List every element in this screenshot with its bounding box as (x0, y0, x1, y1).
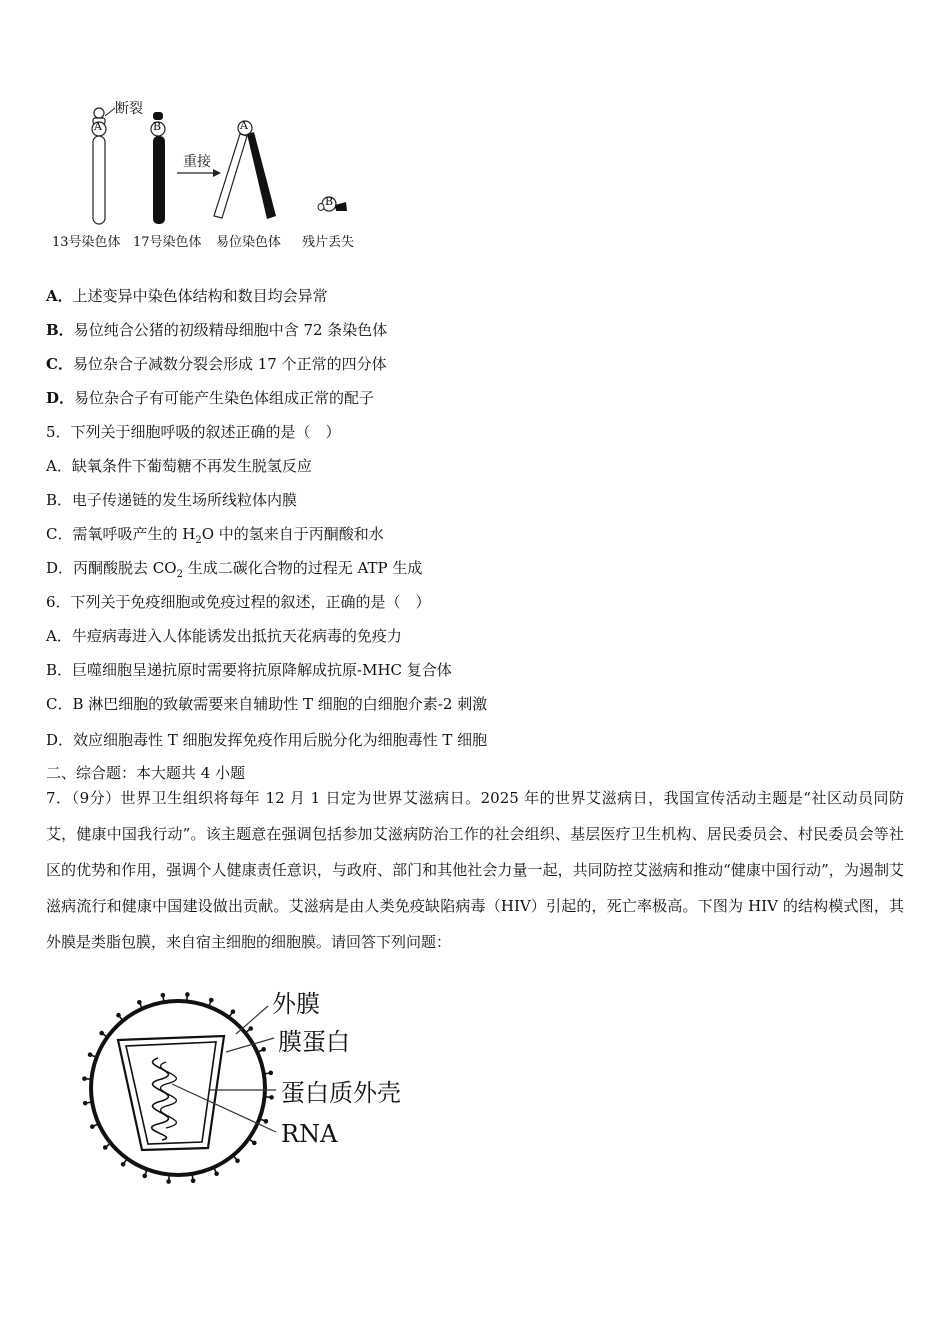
spike-head (88, 1052, 93, 1057)
label-rna: RNA (281, 1120, 338, 1148)
label-b-17: B (153, 120, 162, 133)
q5-c-sub: 2 (195, 535, 202, 546)
spike-head (166, 1179, 171, 1184)
spike-head (103, 1145, 108, 1150)
q5-c-pre: C．需氧呼吸产生的 H (46, 525, 196, 543)
q4-option-d (46, 388, 374, 408)
q5-stem: 5．下列关于细胞呼吸的叙述正确的是（ ） (46, 423, 341, 441)
option-letter: D． (46, 389, 75, 407)
label-a-13: A (94, 120, 102, 133)
spike-head (231, 1009, 236, 1014)
option-letter: C． (46, 355, 73, 373)
option-text: 上述变异中染色体结构和数目均会异常 (72, 287, 328, 305)
label-outer-membrane: 外膜 (272, 990, 320, 1018)
spike-head (248, 1026, 253, 1031)
label-rejoin: 重接 (183, 154, 211, 170)
label-membrane-protein: 膜蛋白 (278, 1028, 350, 1056)
spike-head (161, 993, 166, 998)
label-capsid: 蛋白质外壳 (281, 1079, 401, 1107)
spike-head (142, 1174, 147, 1179)
spike-head (82, 1076, 87, 1081)
label-break: 断裂 (115, 101, 143, 117)
q6-option-a: A．牛痘病毒进入人体能诱发出抵抗天花病毒的免疫力 (46, 627, 402, 645)
caption-fragment-lost: 残片丢失 (302, 235, 355, 250)
caption-translocation: 易位染色体 (216, 235, 282, 250)
spike-head (191, 1178, 196, 1183)
q6-option-b: B．巨噬细胞呈递抗原时需要将抗原降解成抗原-MHC 复合体 (46, 661, 452, 679)
label-a-trans: A (240, 119, 248, 132)
spike-head (261, 1047, 266, 1052)
q5-d-post: 生成二碳化合物的过程无 ATP 生成 (182, 559, 423, 577)
spike-head (268, 1071, 273, 1076)
q5-d-pre: D．丙酮酸脱去 CO (46, 559, 177, 577)
q6-option-c: C．B 淋巴细胞的致敏需要来自辅助性 T 细胞的白细胞介素-2 刺激 (46, 695, 488, 713)
spike-head (269, 1095, 274, 1100)
option-text: 易位纯合公猪的初级精母细胞中含 72 条染色体 (73, 321, 388, 339)
q5-option-a: A．缺氧条件下葡萄糖不再发生脱氢反应 (46, 457, 312, 475)
spike-head (252, 1141, 257, 1146)
section-heading: 二、综合题：本大题共 4 小题 (46, 764, 246, 782)
q5-option-c (46, 524, 384, 551)
spike-head (90, 1124, 95, 1129)
q4-option-b (46, 320, 387, 340)
option-letter: A． (46, 287, 73, 305)
option-letter: B． (46, 321, 74, 339)
q6-option-d: D．效应细胞毒性 T 细胞发挥免疫作用后脱分化为细胞毒性 T 细胞 (46, 731, 488, 749)
caption-chromosome-13: 13号染色体 (52, 235, 121, 250)
spike-head (264, 1119, 269, 1124)
q6-stem: 6．下列关于免疫细胞或免疫过程的叙述，正确的是（ ） (46, 593, 431, 611)
spike-head (83, 1101, 88, 1106)
caption-chromosome-17: 17号染色体 (133, 235, 202, 250)
spike-head (214, 1171, 219, 1176)
label-b-lost: B (325, 195, 334, 208)
q7-paragraph: 7．（9分）世界卫生组织将每年 12 月 1 日定为世界艾滋病日。2025 年的世界艾滋病日，我国宣传活动主题是“社区动员同防艾，健康中国我行动”。该主题意在强调包括参加艾滋病防治工作的社会组织、基层医疗卫生机构、居民委员会、村民委员会等社区的优势和作用，强调个人健康责任意识，与政府、部门和其他社会力量一起，共同防控艾滋病和推动“健康中国行动”，为遏制艾滋病流行和健康中国建设做出贡献。艾滋病是由人类免疫缺陷病毒（HIV）引起的，死亡率极高。下图为 HIV 的结构模式图，其外膜是类脂包膜，来自宿主细胞的细胞膜。请回答下列问题： (46, 789, 904, 951)
q5-c-post: O 中的氢来自于丙酮酸和水 (201, 525, 384, 543)
q5-option-d (46, 558, 422, 585)
q4-option-a (46, 286, 328, 306)
spike-head (121, 1162, 126, 1167)
option-text: 易位杂合子有可能产生染色体组成正常的配子 (74, 389, 375, 407)
q4-option-c (46, 354, 387, 374)
q5-option-b: B．电子传递链的发生场所线粒体内膜 (46, 491, 298, 509)
q5-d-sub: 2 (176, 569, 183, 580)
option-text: 易位杂合子减数分裂会形成 17 个正常的四分体 (72, 355, 387, 373)
spike-head (209, 998, 214, 1003)
spike-head (116, 1013, 121, 1018)
spike-head (137, 1000, 142, 1005)
spike-head (99, 1031, 104, 1036)
spike-head (235, 1158, 240, 1163)
spike-head (185, 992, 190, 997)
